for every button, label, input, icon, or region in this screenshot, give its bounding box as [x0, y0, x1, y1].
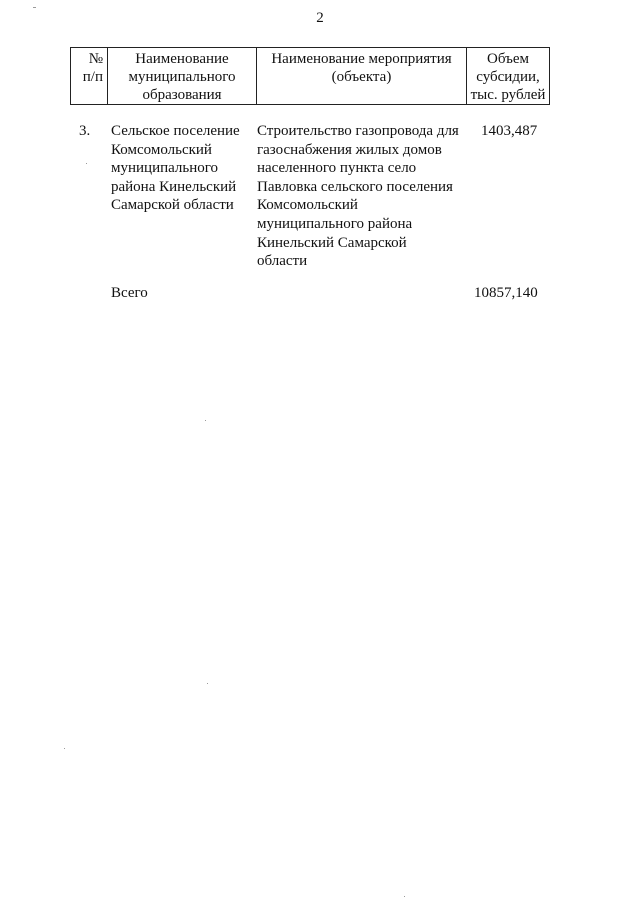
event-line-5: Комсомольский: [257, 197, 358, 214]
header-col-event-line-1: Наименование мероприятия: [271, 51, 452, 67]
header-col-municipality: [108, 48, 257, 105]
row-amount: 1403,487: [481, 123, 538, 139]
municipality-line-3: муниципального: [111, 160, 219, 177]
event-line-2: газоснабжения жилых домов: [257, 141, 442, 158]
table-header: [70, 47, 550, 105]
scan-speck: [64, 748, 65, 749]
header-col-number-line-2: п/п: [82, 69, 103, 85]
row-municipality: [111, 122, 240, 215]
row-event: [257, 122, 459, 271]
scan-speck: [86, 163, 87, 164]
header-col-amount-line-3: тыс. рублей: [470, 87, 546, 103]
header-col-event-line-2: (объекта): [331, 69, 392, 85]
event-line-1: Строительство газопровода для: [257, 123, 459, 139]
header-col-number: [71, 48, 108, 105]
header-col-amount: [467, 48, 550, 105]
scan-speck: [33, 7, 36, 8]
page-number: 2: [316, 10, 324, 26]
event-line-8: области: [257, 253, 308, 270]
header-col-municipality-line-3: образования: [142, 87, 222, 103]
event-line-3: населенного пункта село: [257, 160, 417, 177]
municipality-line-5: Самарской области: [111, 197, 234, 214]
total-amount: 10857,140: [474, 285, 538, 301]
header-col-number-line-1: №: [88, 51, 103, 67]
header-col-amount-line-1: Объем: [487, 51, 529, 67]
event-line-6: муниципального района: [257, 215, 413, 232]
municipality-line-4: района Кинельский: [111, 178, 237, 195]
event-line-4: Павловка сельского поселения: [257, 178, 453, 195]
total-label: Всего: [111, 285, 148, 301]
row-number: 3.: [79, 123, 91, 139]
event-line-7: Кинельский Самарской: [257, 234, 407, 251]
scan-speck: [404, 896, 405, 897]
header-col-municipality-line-1: Наименование: [135, 51, 229, 67]
scan-speck: [205, 420, 206, 421]
header-col-amount-line-2: субсидии,: [476, 69, 540, 85]
scan-speck: [207, 683, 208, 684]
municipality-line-1: Сельское поселение: [111, 123, 240, 139]
municipality-line-2: Комсомольский: [111, 141, 212, 158]
header-col-municipality-line-2: муниципального: [128, 69, 236, 85]
header-col-event: [257, 48, 467, 105]
